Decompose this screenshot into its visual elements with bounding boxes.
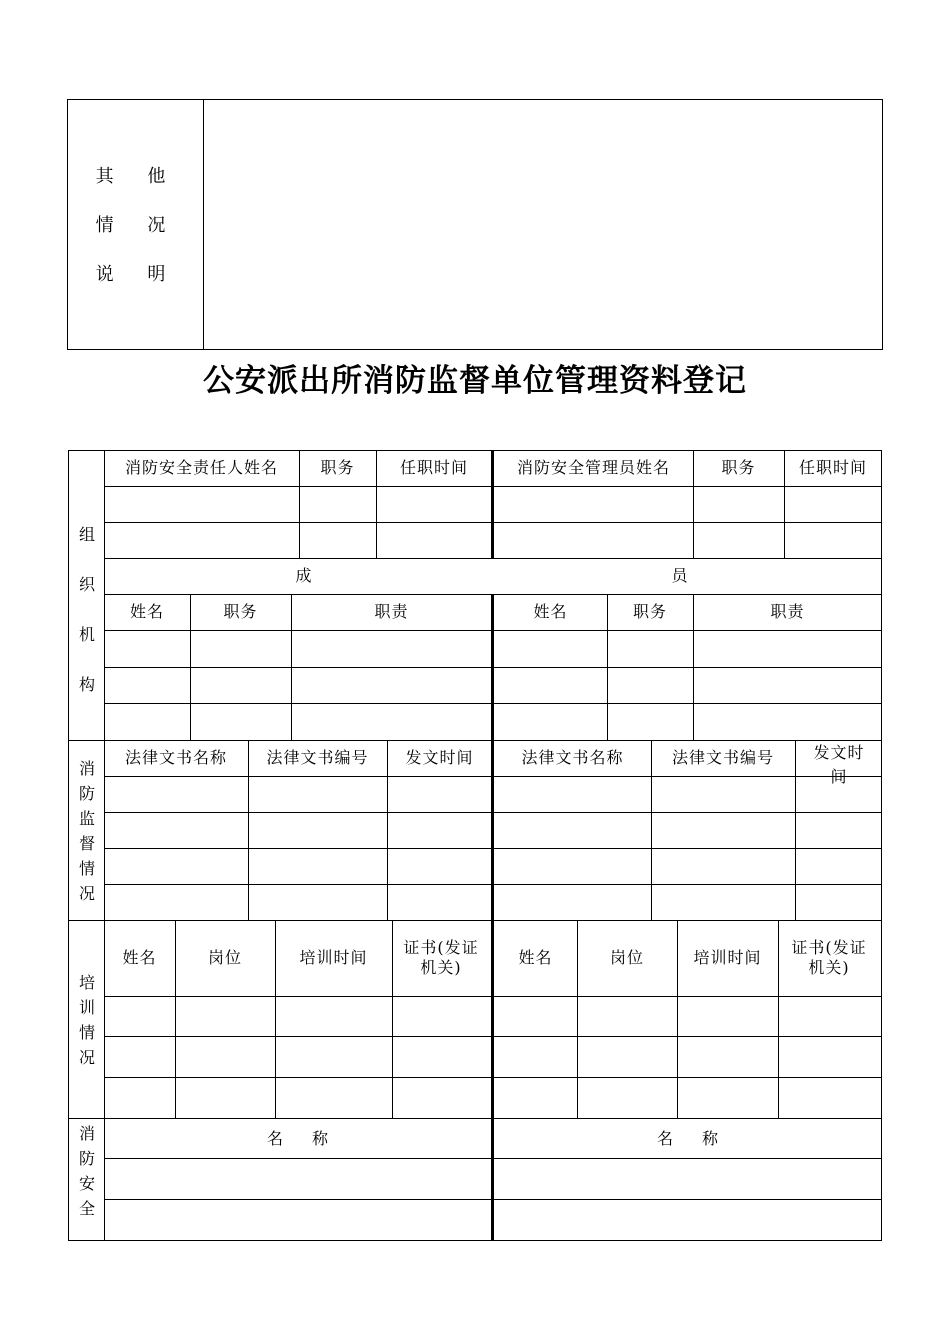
name-title-char-2: 称: [702, 1129, 720, 1148]
header-name-title-right: [494, 1120, 882, 1158]
header-post: 岗位: [207, 948, 242, 967]
page-title: 公安派出所消防监督单位管理资料登记: [203, 363, 747, 399]
header-name: 姓名: [129, 602, 164, 621]
train-row-line: [104, 996, 882, 997]
training-side-label: [69, 970, 105, 1070]
sup-row-line: [104, 812, 882, 813]
header-duty: 职务: [632, 602, 667, 621]
header-duty: 职务: [320, 458, 355, 477]
safety-side-char: 消: [78, 1124, 95, 1143]
sup-side-char: 督: [78, 834, 95, 853]
notes-divider: [203, 99, 204, 350]
org-side-label: [69, 510, 105, 710]
notes-content-area[interactable]: [205, 101, 881, 348]
sup-side-char: 消: [78, 759, 95, 778]
header-doc-no: 法律文书编号: [266, 748, 369, 767]
header-duty: 职务: [223, 602, 258, 621]
train-side-char: 培: [78, 973, 95, 992]
name-title-char-1: 名: [656, 1129, 674, 1148]
train-col-line: [778, 920, 779, 1118]
sup-row-line: [104, 776, 882, 777]
safety-row-line: [104, 1158, 882, 1159]
header-duty: 职务: [721, 458, 756, 477]
header-name: 姓名: [122, 948, 157, 967]
supervision-side-label: [69, 756, 105, 906]
org-row-line: [104, 486, 882, 487]
header-role: 职责: [770, 602, 805, 621]
train-side-char: 训: [78, 998, 95, 1017]
org-side-char: 组: [78, 525, 95, 544]
header-train-time: 培训时间: [299, 948, 368, 967]
safety-side-char: 防: [78, 1149, 95, 1168]
header-role: 职责: [374, 602, 409, 621]
sup-side-char: 情: [78, 859, 95, 878]
sup-side-char: 防: [78, 784, 95, 803]
sup-side-char: 监: [78, 809, 95, 828]
train-side-char: 情: [78, 1023, 95, 1042]
section-sep-training: [68, 1118, 882, 1119]
safety-side-char: 安: [78, 1174, 95, 1193]
org-side-char: 构: [78, 675, 95, 694]
header-train-time: 培训时间: [693, 948, 762, 967]
header-doc-name: 法律文书名称: [521, 748, 624, 767]
sup-row-line: [104, 884, 882, 885]
header-name-title-left: [104, 1120, 492, 1158]
train-side-char: 况: [78, 1048, 95, 1067]
train-row-line: [104, 1077, 882, 1078]
members-label-left: 成: [295, 566, 313, 585]
header-resp-name: 消防安全责任人姓名: [124, 458, 278, 477]
train-row-line: [104, 1036, 882, 1037]
notes-line-3: 说 明: [95, 264, 180, 285]
org-row-line: [104, 630, 882, 631]
org-side-char: 织: [78, 575, 95, 594]
safety-side-char: 全: [78, 1199, 95, 1218]
header-name: 姓名: [533, 602, 568, 621]
header-issue-time: 发文时间: [405, 748, 474, 767]
train-col-line: [392, 920, 393, 1118]
notes-label: [80, 152, 195, 299]
notes-line-2: 情 况: [95, 215, 180, 236]
header-post: 岗位: [609, 948, 644, 967]
notes-line-1: 其 他: [95, 166, 180, 187]
header-doc-name: 法律文书名称: [124, 748, 227, 767]
header-name: 姓名: [518, 948, 553, 967]
sup-row-line: [104, 848, 882, 849]
org-row-line: [104, 667, 882, 668]
name-title-char-1: 名: [266, 1129, 284, 1148]
header-term: 任职时间: [399, 458, 468, 477]
header-doc-no: 法律文书编号: [671, 748, 774, 767]
header-cert: 证书(发证机关): [791, 938, 867, 977]
safety-row-line: [104, 1199, 882, 1200]
org-row-line: [104, 522, 882, 523]
sup-side-char: 况: [78, 884, 95, 903]
header-issue-time-clipped: 发文时间: [813, 743, 865, 786]
safety-side-label: [69, 1121, 105, 1221]
header-mgr-name: 消防安全管理员姓名: [516, 458, 670, 477]
org-side-char: 机: [78, 625, 95, 644]
header-term: 任职时间: [798, 458, 867, 477]
members-label-right: 员: [671, 566, 689, 585]
org-row-line: [104, 703, 882, 704]
header-cert: 证书(发证机关): [403, 938, 479, 977]
name-title-char-2: 称: [312, 1129, 330, 1148]
